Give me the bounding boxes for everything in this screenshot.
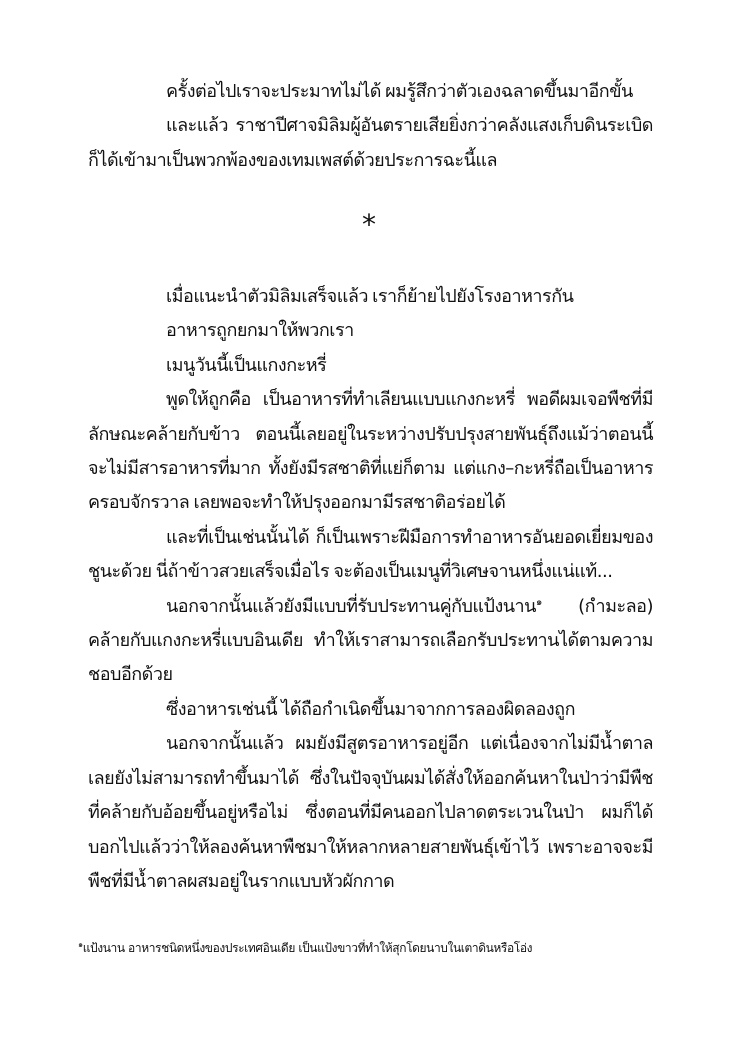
text-block-main <box>88 280 653 899</box>
paragraph <box>88 590 653 693</box>
paragraph: ครั้งต่อไปเราจะประมาทไม่ได้ ผมรู้สึกว่าตัวเองฉลาดขึ้นมาอีกขั้น <box>166 81 633 102</box>
paragraph: ซึ่งอาหารเช่นนี้ ได้ถือกำเนิดขึ้นมาจากการลองผิดลองถูก <box>166 698 575 720</box>
paragraph: และที่เป็นเช่นนั้นได้ ก็เป็นเพราะฝีมือการทำอาหารอันยอดเยี่ยมของชูนะด้วย นี่ถ้าข้าวสวยเสร็จเมื่อไร จะต้องเป็นเมนูที่วิเศษจานหนึ่งแน่แท้... <box>88 526 653 583</box>
footnote-reference: ๑ <box>535 596 542 608</box>
paragraph: เมนูวันนี้เป็นแกงกะหรี่ <box>166 354 327 376</box>
footnote <box>78 940 678 956</box>
paragraph: เมื่อแนะนำตัวมิลิมเสร็จแล้ว เราก็ย้ายไปยังโรงอาหารกัน <box>166 286 574 307</box>
paragraph: และแล้ว ราชาปีศาจมิลิมผู้อันตรายเสียยิ่งกว่าคลังแสงเก็บดินระเบิด ก็ได้เข้ามาเป็นพวกพ้องของเทมเพสต์ด้วยประการฉะนี้แล <box>88 115 653 171</box>
footnote-text: แป้งนาน อาหารชนิดหนึ่งของประเทศอินเดีย เป็นแป้งขาวที่ทำให้สุกโดยนาบในเตาดินหรือโอ่ง <box>82 941 533 955</box>
paragraph-text: นอกจากนั้นแล้วยังมีแบบที่รับประทานคู่กับแป้งนาน <box>166 595 536 617</box>
paragraph-text: (กำมะลอ) คล้ายกับแกงกะหรี่แบบอินเดีย ทำให้เราสามารถเลือกรับประทานได้ตามความชอบอีกด้วย <box>88 595 653 686</box>
paragraph: อาหารถูกยกมาให้พวกเรา <box>166 320 354 342</box>
paragraph: พูดให้ถูกคือ เป็นอาหารที่ทำเลียนแบบแกงกะหรี่ พอดีผมเจอพืชที่มีลักษณะคล้ายกับข้าว ตอนนี้เลยอยู่ในระหว่างปรับปรุงสายพันธุ์ถึงแม้ว่าตอนนี้จะไม่มีสารอาหารที่มาก ทั้งยังมีรสชาติที่แย่ก็ตาม แต่แกง–กะหรี่ถือเป็นอาหารครอบจักรวาล เลยพอจะทำให้ปรุงออกมามีรสชาติอร่อยได้ <box>88 389 653 514</box>
footnote-mark: ๑ <box>78 940 83 949</box>
text-block-top <box>88 75 653 178</box>
section-separator: * <box>362 208 376 241</box>
paragraph: นอกจากนั้นแล้ว ผมยังมีสูตรอาหารอยู่อีก แต่เนื่องจากไม่มีน้ำตาล เลยยังไม่สามารถทำขึ้นมาได้ ซึ่งในปัจจุบันผมได้สั่งให้ออกค้นหาในป่าว่ามีพืชที่คล้ายกับอ้อยขึ้นอยู่หรือไม่ ซึ่งตอนที่มีคนออกไปลาดตระเวนในป่า ผมก็ได้บอกไปแล้วว่าให้ลองค้นหาพืชมาให้หลากหลายสายพันธุ์เข้าไว้ เพราะอาจจะมีพืชที่มีน้ำตาลผสมอยู่ในรากแบบหัวผักกาด <box>88 733 653 892</box>
